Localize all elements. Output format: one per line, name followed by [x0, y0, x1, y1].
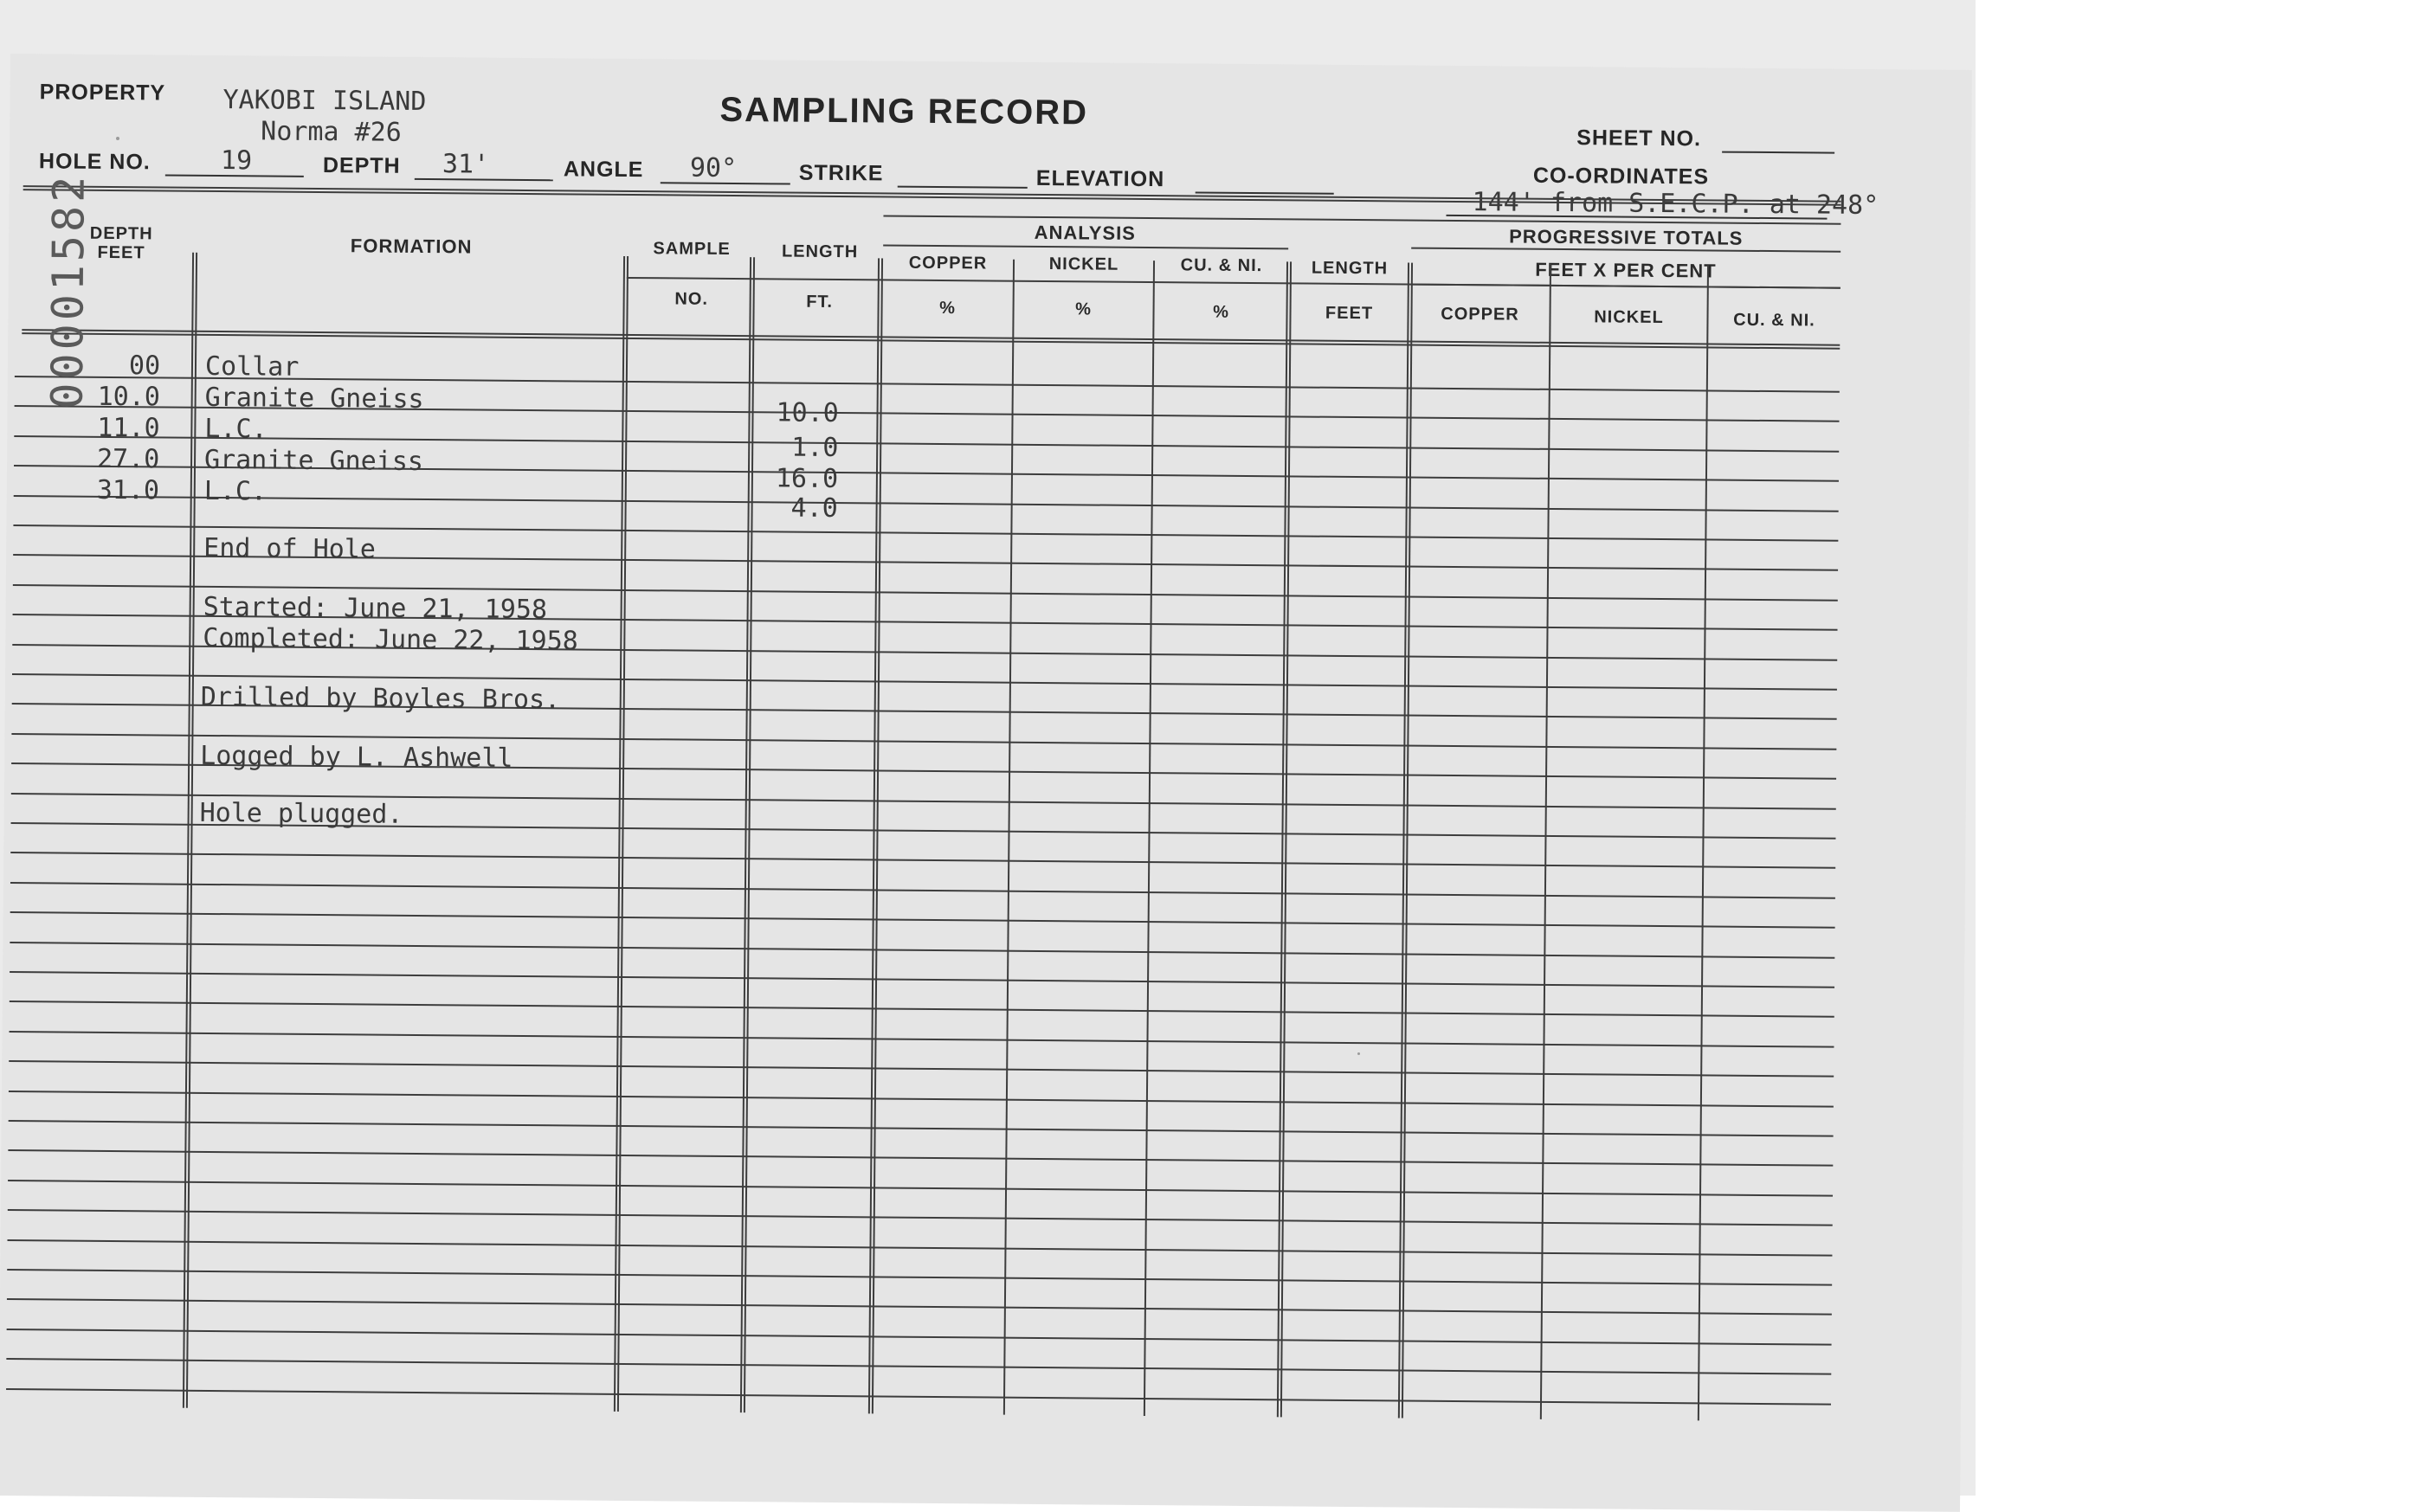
sampling-record-sheet	[0, 54, 1972, 1512]
ruled-line	[8, 1239, 1833, 1257]
col-rule-copper2	[1540, 264, 1551, 1419]
header-progressive-totals: PROGRESSIVE TOTALS	[1509, 225, 1744, 249]
header-feet2: FEET	[1325, 303, 1374, 324]
coordinates-value: 144' from S.E.C.P. at 248°	[1472, 187, 1879, 222]
property-label: PROPERTY	[39, 80, 166, 106]
header-depth: DEPTH	[89, 223, 153, 244]
ruled-line	[6, 1388, 1831, 1406]
header-nickel2: NICKEL	[1594, 307, 1664, 328]
col-rule-copper	[1003, 260, 1015, 1415]
coordinates-label: CO-ORDINATES	[1532, 163, 1710, 190]
col-rule-nickel	[1144, 261, 1155, 1416]
archive-stamp-number: 00001582	[42, 172, 94, 409]
ruled-line	[9, 1120, 1834, 1137]
header-ft: FT.	[806, 292, 834, 312]
row-length: 16.0	[775, 463, 839, 495]
header-length: LENGTH	[781, 241, 859, 262]
header-pct-cu-ni: %	[1213, 302, 1230, 322]
ruled-line	[8, 1209, 1833, 1226]
header-cu-ni: CU. & NI.	[1180, 255, 1263, 276]
ruled-line	[10, 882, 1835, 899]
header-no: NO.	[674, 289, 709, 309]
row-depth: 10.0	[97, 381, 161, 413]
scan-speck	[1357, 1052, 1360, 1055]
sheet-no-label: SHEET NO.	[1576, 125, 1702, 151]
header-copper2: COPPER	[1441, 304, 1519, 325]
col-rule-cu-ni	[1277, 261, 1292, 1417]
header-nickel: NICKEL	[1048, 254, 1119, 274]
angle-value: 90°	[689, 152, 738, 184]
row-depth: 27.0	[96, 443, 160, 475]
note-started: Started: June 21, 1958	[203, 591, 548, 626]
strike-label: STRIKE	[798, 160, 884, 186]
angle-label: ANGLE	[563, 157, 644, 183]
col-rule-length2	[1398, 263, 1413, 1419]
header-pct-nickel: %	[1075, 299, 1093, 319]
row-depth: 31.0	[96, 474, 160, 506]
sheet-no-line	[1722, 151, 1834, 154]
ruled-line	[14, 495, 1839, 512]
header-pct-copper: %	[939, 299, 957, 318]
ruled-line	[9, 1060, 1834, 1078]
ruled-line	[8, 1149, 1833, 1167]
header-analysis: ANALYSIS	[1034, 221, 1137, 244]
ruled-lines	[10, 54, 1972, 70]
col-rule-nickel2	[1698, 265, 1709, 1420]
note-logged-by: Logged by L. Ashwell	[200, 740, 513, 774]
header-formation: FORMATION	[350, 235, 473, 258]
note-end-of-hole: End of Hole	[203, 532, 377, 565]
row-formation: L.C.	[204, 413, 268, 445]
note-hole-plugged: Hole plugged.	[199, 797, 403, 830]
header-cu-ni2: CU. & NI.	[1733, 310, 1815, 331]
scan-speck	[116, 137, 119, 140]
row-length: 10.0	[776, 397, 839, 429]
row-formation: Granite Gneiss	[203, 444, 424, 478]
depth-label: DEPTH	[322, 153, 401, 178]
note-completed: Completed: June 22, 1958	[203, 622, 578, 657]
row-formation: L.C.	[203, 475, 268, 507]
row-depth: 11.0	[97, 412, 160, 444]
row-formation: Granite Gneiss	[204, 382, 424, 415]
header-rule-bottom	[22, 329, 1840, 350]
ruled-line	[9, 1091, 1834, 1108]
ruled-line	[7, 1298, 1832, 1316]
strike-line	[898, 186, 1028, 189]
row-depth: 00	[128, 351, 161, 382]
note-drilled-by: Drilled by Boyles Bros.	[200, 681, 561, 716]
elevation-line	[1196, 191, 1334, 194]
col-rule-sample	[740, 257, 755, 1412]
elevation-label: ELEVATION	[1035, 165, 1165, 192]
ruled-line	[6, 1358, 1831, 1375]
ruled-line	[8, 1180, 1833, 1197]
hole-no-label: HOLE NO.	[38, 149, 151, 175]
depth-value: 31'	[442, 149, 490, 180]
header-feet-x-pct: FEET X PER CENT	[1535, 258, 1717, 282]
header-sample: SAMPLE	[653, 239, 731, 259]
ruled-line	[10, 1031, 1834, 1048]
header-copper: COPPER	[908, 253, 988, 273]
ruled-line	[7, 1269, 1832, 1286]
col-rule-formation	[614, 256, 629, 1412]
ruled-line	[7, 1329, 1832, 1346]
property-subtitle: Norma #26	[261, 116, 402, 148]
col-rule-depth	[183, 253, 197, 1408]
ruled-line	[10, 911, 1835, 929]
row-length: 1.0	[791, 432, 839, 464]
page-title: SAMPLING RECORD	[719, 90, 1089, 132]
hole-no-value: 19	[220, 145, 253, 177]
ruled-line	[10, 942, 1834, 959]
ruled-line	[10, 971, 1834, 988]
feet-pct-rule	[1411, 284, 1841, 289]
header-feet: FEET	[97, 242, 145, 263]
ruled-line	[10, 852, 1835, 869]
ruled-line	[10, 1000, 1834, 1018]
header-length2: LENGTH	[1311, 258, 1389, 279]
property-value: YAKOBI ISLAND	[222, 85, 427, 118]
col-rule-length	[868, 258, 883, 1413]
row-length: 4.0	[790, 492, 838, 524]
row-formation: Collar	[204, 351, 300, 383]
